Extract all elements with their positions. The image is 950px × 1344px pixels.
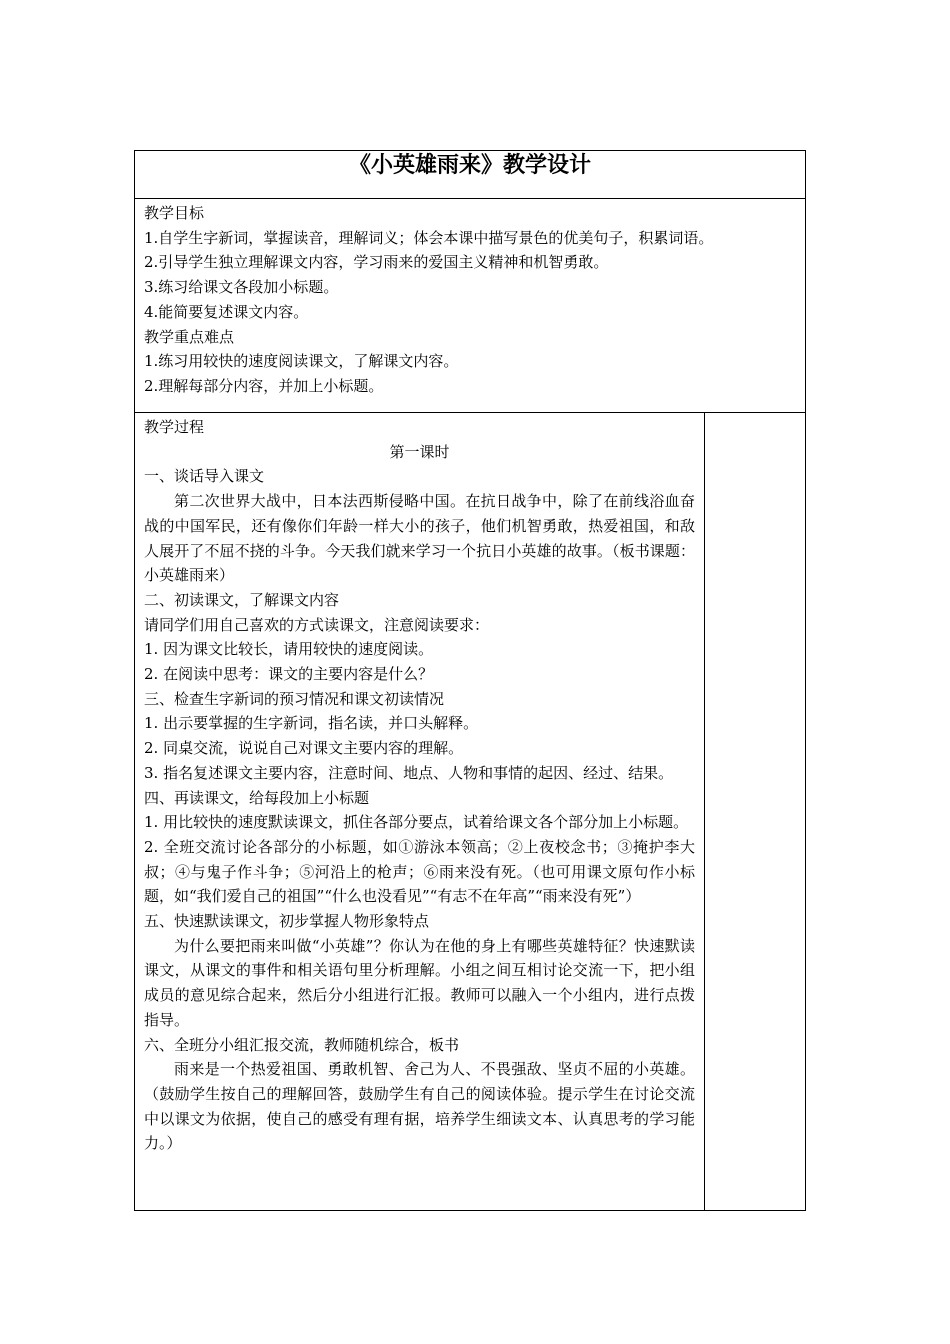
goal-item: 3.练习给课文各段加小标题。: [144, 278, 339, 297]
title-cell: [135, 151, 806, 199]
list-item: 1. 出示要掌握的生字新词，指名读，并口头解释。: [144, 714, 479, 733]
section-heading: 四、再读课文，给每段加上小标题: [144, 788, 370, 807]
list-item: 2. 全班交流讨论各部分的小标题，如①游泳本领高；②上夜校念书；③掩护李大叔；④与鬼子作斗争；⑤河沿上的枪声；⑥雨来没有死。（也可用课文原句作小标题，如“我们爱自己的祖国”“什么也没看见”“有志不在年高”“雨来没有死”）: [144, 837, 695, 906]
list-item: 1. 用比较快的速度默读课文，抓住各部分要点，试着给课文各个部分加上小标题。: [144, 813, 689, 832]
goals-heading: 教学目标: [144, 204, 205, 222]
document-title: 《小英雄雨来》教学设计: [349, 153, 592, 178]
goal-item: 4.能简要复述课文内容。: [144, 302, 309, 321]
goal-item: 1.自学生字新词，掌握读音，理解词义；体会本课中描写景色的优美句子，积累词语。: [144, 228, 714, 247]
section-text: 请同学们用自己喜欢的方式读课文，注意阅读要求：: [144, 615, 490, 634]
section-heading: 二、初读课文，了解课文内容: [144, 590, 340, 609]
section-heading: 一、谈话导入课文: [144, 467, 265, 486]
section-paragraph: 第二次世界大战中，日本法西斯侵略中国。在抗日战争中，除了在前线浴血奋战的中国军民，还有像你们年龄一样大小的孩子，他们机智勇敢，热爱祖国，和敌人展开了不屈不挠的斗争。今天我们就来学习一个抗日小英雄的故事。（板书课题：小英雄雨来）: [144, 492, 695, 585]
process-heading: 教学过程: [144, 418, 205, 436]
section-paragraph: 为什么要把雨来叫做“小英雄”？你认为在他的身上有哪些英雄特征？快速默读课文，从课文的事件和相关语句里分析理解。小组之间互相讨论交流一下，把小组成员的意见综合起来，然后分小组进行汇报。教师可以融入一个小组内，进行点拨指导。: [144, 936, 695, 1029]
notes-column: [705, 413, 806, 1211]
lesson-plan-table: [134, 150, 806, 1211]
section-paragraph: 雨来是一个热爱祖国、勇敢机智、舍己为人、不畏强敌、坚贞不屈的小英雄。（鼓励学生按自己的理解回答，鼓励学生有自己的阅读体验。提示学生在讨论交流中以课文为依据，使自己的感受有理有据，培养学生细读文本、认真思考的学习能力。）: [144, 1060, 695, 1153]
lesson-label: 第一课时: [389, 442, 450, 461]
key-points-heading: 教学重点难点: [144, 327, 235, 346]
key-point-item: 2.理解每部分内容，并加上小标题。: [144, 376, 384, 395]
section-heading: 五、快速默读课文，初步掌握人物形象特点: [144, 912, 430, 931]
list-item: 1. 因为课文比较长，请用较快的速度阅读。: [144, 640, 434, 659]
section-heading: 六、全班分小组汇报交流，教师随机综合，板书: [144, 1035, 460, 1054]
key-point-item: 1.练习用较快的速度阅读课文，了解课文内容。: [144, 352, 459, 371]
process-cell: [135, 413, 705, 1211]
list-item: 2. 在阅读中思考：课文的主要内容是什么？: [144, 665, 434, 684]
list-item: 2. 同桌交流，说说自己对课文主要内容的理解。: [144, 739, 464, 758]
list-item: 3. 指名复述课文主要内容，注意时间、地点、人物和事情的起因、经过、结果。: [144, 763, 674, 782]
goals-cell: [135, 199, 806, 413]
goal-item: 2.引导学生独立理解课文内容，学习雨来的爱国主义精神和机智勇敢。: [144, 253, 609, 272]
section-heading: 三、检查生字新词的预习情况和课文初读情况: [144, 689, 445, 708]
